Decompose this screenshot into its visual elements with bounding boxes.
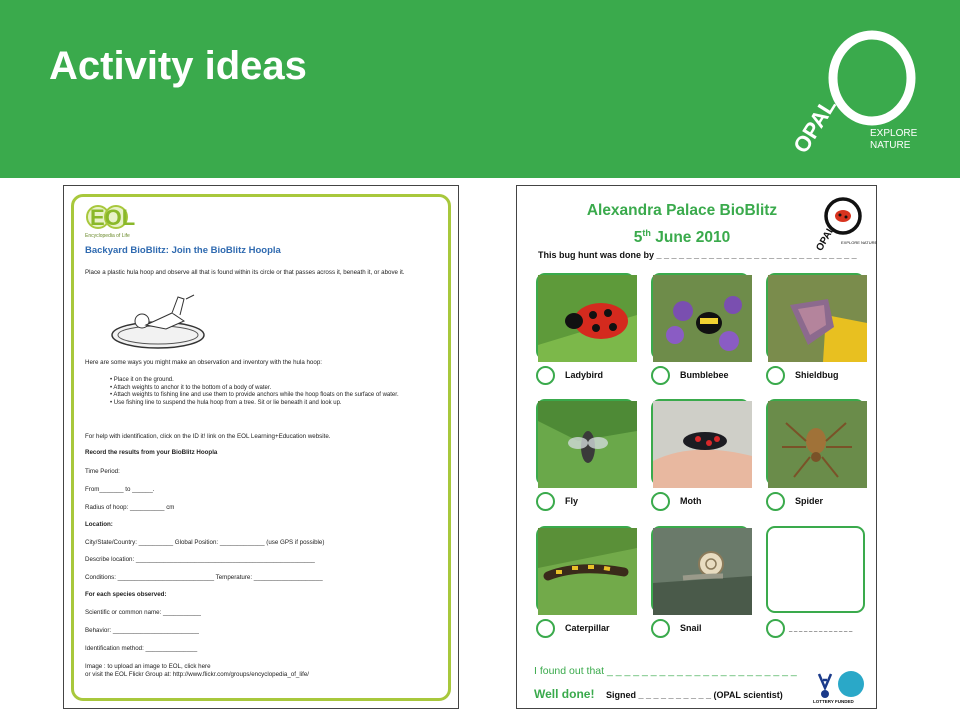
bioblitz-worksheet [516, 185, 877, 709]
well-done-text: Well done! [534, 687, 595, 701]
list-item: • Attach weights to anchor it to the bottom of a body of water. [110, 384, 272, 391]
signed-line: Signed _ _ _ _ _ _ _ _ _ _ (OPAL scientist) [606, 690, 783, 700]
eol-intro: Place a plastic hula hoop and observe all that is found within its circle or that passes across it, beneath it, or above it. [85, 269, 405, 276]
snail-label: Snail [680, 623, 702, 633]
bioblitz-title [517, 200, 847, 249]
other-blank-line: _ _ _ _ _ _ _ _ _ _ _ _ _ [789, 626, 853, 632]
eol-bullets [110, 377, 420, 407]
list-item: • Use fishing line to suspend the hula hoop from a tree. Sit or lie beneath it and look up. [110, 399, 342, 406]
fly-photo [536, 399, 635, 486]
found-out-line: I found out that _ _ _ _ _ _ _ _ _ _ _ _ _ _ _ _ _ _ _ _ _ _ [534, 665, 797, 677]
spider-photo [766, 399, 865, 486]
eol-subtitle: Encyclopedia of Life [85, 233, 130, 239]
eol-describe: Describe location: ____________________________________________________ [85, 556, 315, 563]
eol-behavior: Behavior: _________________________ [85, 627, 199, 634]
eol-record-heading: Record the results from your BioBlitz Hoopla [85, 449, 218, 456]
bumblebee-label: Bumblebee [680, 370, 729, 380]
opal-small-logo [811, 194, 878, 254]
bumblebee-photo [651, 273, 750, 360]
eol-id-method: Identification method: _______________ [85, 645, 198, 652]
list-item: • Place it on the ground. [110, 377, 174, 383]
eol-worksheet-title: Backyard BioBlitz: Join the BioBlitz Hoopla [85, 245, 281, 256]
caterpillar-checkbox[interactable] [536, 619, 555, 638]
fly-label: Fly [565, 496, 579, 506]
svg-text:EXPLORE NATURE: EXPLORE NATURE [841, 240, 878, 245]
list-item: • Attach weights to fishing line and use them to provide anchors while the hoop floats on the surface of water. [110, 392, 399, 398]
moth-label: Moth [680, 496, 702, 506]
eol-time-period: Time Period: [85, 468, 120, 475]
ladybird-photo [536, 273, 635, 360]
eol-location-heading: Location: [85, 521, 113, 528]
caterpillar-label: Caterpillar [565, 623, 610, 633]
fly-checkbox[interactable] [536, 492, 555, 511]
ladybird-checkbox[interactable] [536, 366, 555, 385]
moth-checkbox[interactable] [651, 492, 670, 511]
header-band [0, 0, 960, 178]
shieldbug-photo [766, 273, 865, 360]
eol-upload-line1: Image : to upload an image to EOL, click here [85, 663, 211, 670]
eol-from-to: From_______ to ______. [85, 486, 155, 493]
ladybird-label: Ladybird [565, 370, 604, 380]
spider-checkbox[interactable] [766, 492, 785, 511]
hula-hoop-illustration [106, 285, 210, 355]
caterpillar-photo [536, 526, 635, 613]
svg-text:OPAL: OPAL [814, 224, 838, 254]
tagline-nature: NATURE [870, 140, 911, 151]
eol-species-heading: For each species observed: [85, 591, 167, 598]
lottery-funded-text: LOTTERY FUNDED [813, 699, 854, 704]
eol-upload-line2: or visit the EOL Flickr Group at: http://www.flickr.com/groups/encyclopedia_of_life/ [85, 671, 309, 678]
eol-ways-intro: Here are some ways you might make an observation and inventory with the hula hoop: [85, 359, 322, 366]
bumblebee-checkbox[interactable] [651, 366, 670, 385]
empty-photo-box [766, 526, 865, 613]
snail-checkbox[interactable] [651, 619, 670, 638]
opal-tagline [870, 128, 917, 152]
eol-conditions: Conditions: ____________________________ Temperature: ____________________ [85, 574, 323, 581]
lottery-funded-logo [813, 668, 865, 702]
eol-radius: Radius of hoop: __________ cm [85, 504, 175, 511]
slide-title: Activity ideas [49, 44, 307, 88]
eol-city-line: City/State/Country: __________ Global Position: _____________ (use GPS if possible) [85, 539, 325, 546]
eol-help-text: For help with identification, click on the ID it! link on the EOL Learning+Education website. [85, 433, 331, 440]
bioblitz-date: 5th June 2010 [633, 228, 731, 247]
shieldbug-checkbox[interactable] [766, 366, 785, 385]
eol-logo-text: EOL [90, 205, 136, 230]
opal-logo-text: OPAL [788, 93, 841, 158]
moth-photo [651, 399, 750, 486]
shieldbug-label: Shieldbug [795, 370, 839, 380]
eol-worksheet [63, 185, 459, 709]
other-checkbox[interactable] [766, 619, 785, 638]
spider-label: Spider [795, 496, 824, 506]
snail-photo [651, 526, 750, 613]
tagline-explore: EXPLORE [870, 128, 918, 139]
eol-sci-name: Scientific or common name: ___________ [85, 609, 201, 616]
done-by-line: This bug hunt was done by _ _ _ _ _ _ _ _ _ _ _ _ _ _ _ _ _ _ _ _ _ _ _ _ _ _ _ [538, 250, 857, 260]
eol-worksheet-border [71, 194, 451, 701]
bioblitz-title-line1: Alexandra Palace BioBlitz [586, 202, 778, 219]
